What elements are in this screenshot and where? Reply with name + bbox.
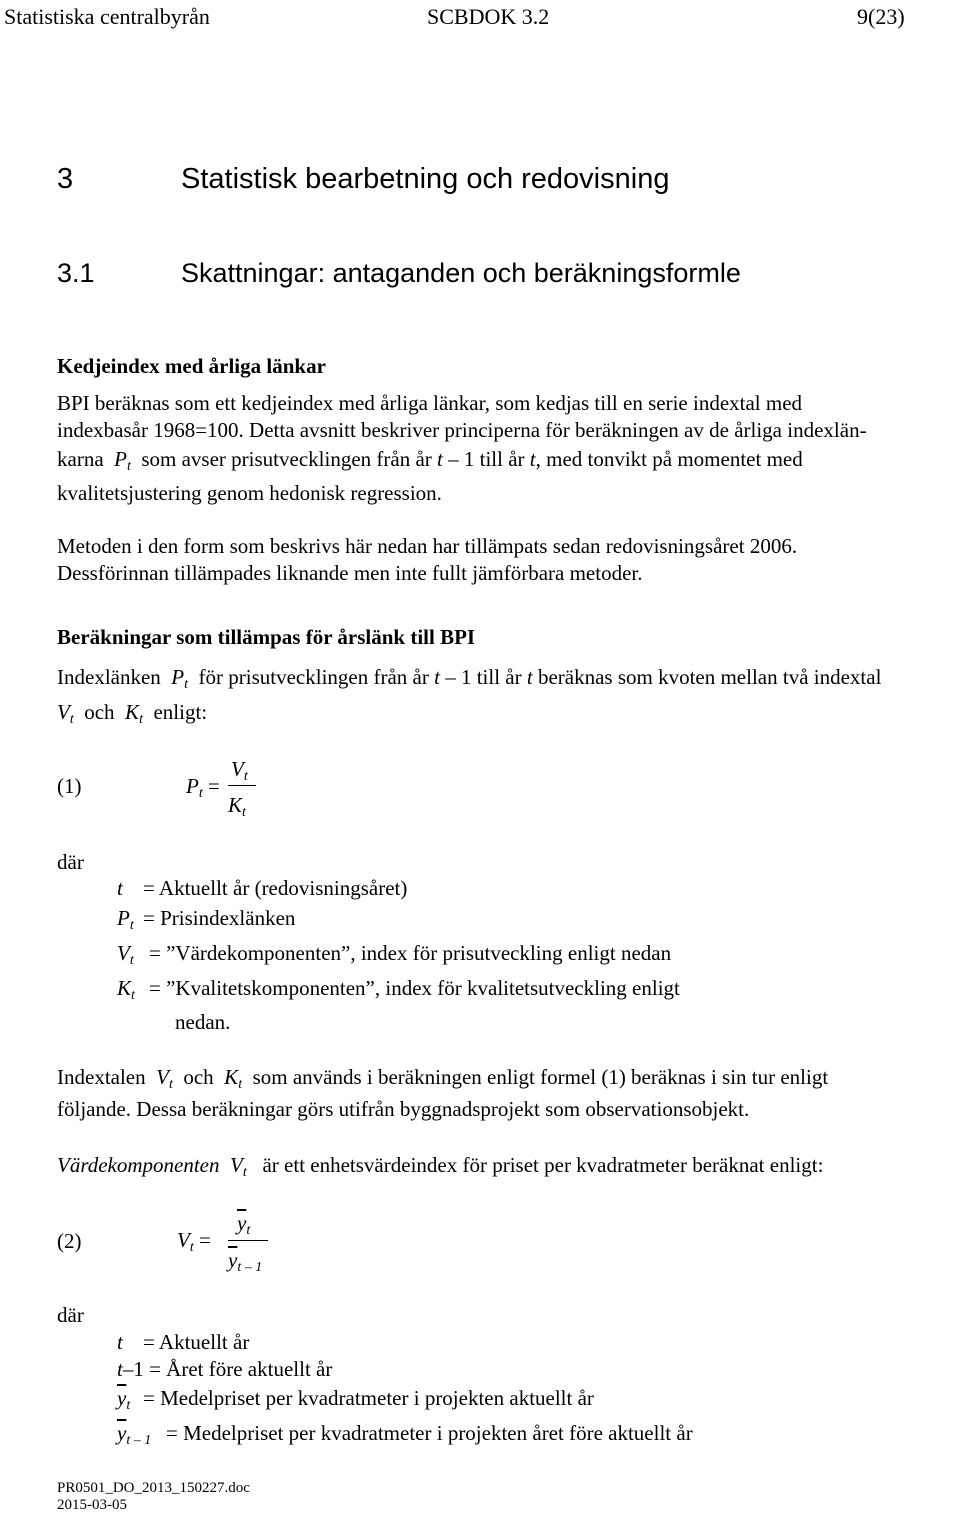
- definition-item: $V_t$: [117, 941, 134, 968]
- definition-item: t: [117, 876, 123, 900]
- formula-lhs: $V_t$ =: [177, 1228, 211, 1255]
- heading-title: Statistisk bearbetning och redovisning: [181, 163, 670, 195]
- definition-item: $K_t$: [117, 976, 135, 1003]
- paragraph-line: följande. Dessa beräkningar görs utifrån byggnadsprojekt som observationsobjekt.: [57, 1097, 750, 1121]
- section-heading: Kedjeindex med årliga länkar: [57, 354, 326, 378]
- paragraph-line: kvalitetsjustering genom hedonisk regression.: [57, 481, 442, 505]
- definition-text: = Medelpriset per kvadratmeter i projekten aktuellt år: [143, 1386, 594, 1410]
- paragraph-line: BPI beräknas som ett kedjeindex med årliga länkar, som kedjas till en serie indextal med: [57, 391, 803, 415]
- header-org: Statistiska centralbyrån: [4, 4, 210, 29]
- where-label: där: [57, 1303, 84, 1327]
- paragraph-line: Indexlänken $P_t$ för prisutvecklingen från år t – 1 till år t beräknas som kvoten mellan två indextal: [57, 665, 882, 692]
- definition-text: = ”Kvalitetskomponenten”, index för kvalitetsutveckling enligt: [149, 976, 680, 1000]
- section-heading: Beräkningar som tillämpas för årslänk till BPI: [57, 625, 476, 649]
- footer-date: 2015-03-05: [57, 1497, 127, 1513]
- subheading-number: 3.1: [57, 258, 95, 288]
- footer-file: PR0501_DO_2013_150227.doc: [57, 1480, 250, 1496]
- formula-denominator: $\overline{y}_{t - 1}$: [228, 1248, 263, 1275]
- subheading-title: Skattningar: antaganden och beräkningsformle: [181, 258, 741, 288]
- formula-denominator: $K_t$: [228, 793, 246, 820]
- definition-text: = Aktuellt år: [143, 1330, 250, 1354]
- paragraph-line: karna $P_t$ som avser prisutvecklingen från år t – 1 till år t, med tonvikt på momentet med: [57, 447, 803, 474]
- definition-item: $P_t$: [117, 906, 134, 933]
- paragraph-line: Värdekomponenten $V_t$ är ett enhetsvärdeindex för priset per kvadratmeter beräknat enligt:: [57, 1153, 824, 1180]
- definition-item: $\overline{y}_t$: [117, 1386, 131, 1413]
- fraction-bar: [228, 1240, 268, 1241]
- definition-text: = ”Värdekomponenten”, index för prisutveckling enligt nedan: [149, 941, 672, 965]
- formula-number: (1): [57, 774, 82, 798]
- formula-numerator: $\overline{y}_t$: [237, 1211, 251, 1238]
- formula-numerator: $V_t$: [231, 757, 248, 784]
- paragraph-line: Dessförinnan tillämpades liknande men inte fullt jämförbara metoder.: [57, 561, 643, 585]
- heading-number: 3: [57, 163, 74, 195]
- definition-text: nedan.: [175, 1010, 231, 1034]
- definition-item: t: [117, 1330, 123, 1354]
- formula-number: (2): [57, 1229, 82, 1253]
- definition-text: = Aktuellt år (redovisningsåret): [143, 876, 408, 900]
- definition-item: t–1 = Året före aktuellt år: [117, 1357, 333, 1381]
- paragraph-line: $V_t$ och $K_t$ enligt:: [57, 700, 208, 727]
- paragraph-line: Metoden i den form som beskrivs här nedan har tillämpats sedan redovisningsåret 2006.: [57, 534, 798, 558]
- paragraph-line: Indextalen $V_t$ och $K_t$ som används i beräkningen enligt formel (1) beräknas i sin tur enligt: [57, 1065, 829, 1092]
- where-label: där: [57, 850, 84, 874]
- definition-text: = Medelpriset per kvadratmeter i projekten året före aktuellt år: [166, 1421, 693, 1445]
- header-page: 9(23): [857, 4, 905, 29]
- formula-lhs: $P_t$ =: [186, 774, 220, 801]
- paragraph-line: indexbasår 1968=100. Detta avsnitt beskriver principerna för beräkningen av de årliga indexlän-: [57, 418, 867, 442]
- definition-text: = Prisindexlänken: [143, 906, 296, 930]
- header-docid: SCBDOK 3.2: [427, 4, 550, 29]
- definition-item: $\overline{y}_{t - 1}$: [117, 1421, 152, 1448]
- fraction-bar: [228, 785, 256, 786]
